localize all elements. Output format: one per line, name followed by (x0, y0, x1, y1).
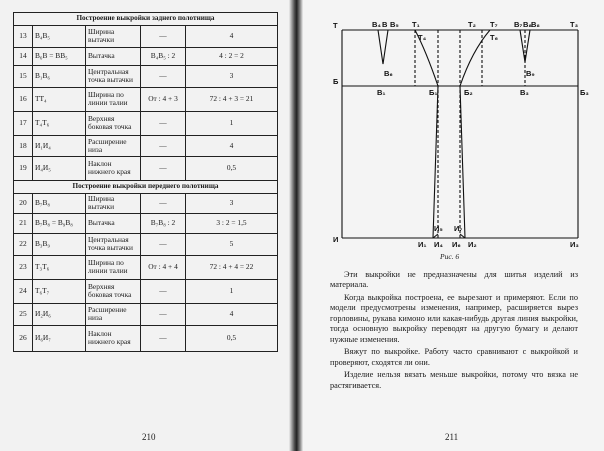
row-formula: От : 4 + 3 (141, 87, 186, 111)
row-name: Центральная точка вытачки (86, 233, 141, 255)
row-value: 1 (186, 279, 278, 303)
svg-text:В₈: В₈ (523, 20, 532, 29)
row-number: 13 (14, 25, 33, 47)
row-segment: И₁И₄ (33, 135, 86, 156)
row-value: 4 : 2 = 2 (186, 47, 278, 65)
row-formula: — (141, 193, 186, 213)
svg-text:В₉: В₉ (526, 69, 535, 78)
table-row (14, 111, 278, 135)
row-value: 0,5 (186, 156, 278, 180)
row-formula: — (141, 325, 186, 351)
svg-text:Б₁: Б₁ (429, 88, 438, 97)
svg-text:И: И (333, 235, 339, 244)
row-formula: — (141, 156, 186, 180)
paragraph: Изделие нельзя вязать меньше выкройки, потому что вязка не растягивается. (330, 370, 578, 390)
svg-text:В₃: В₃ (520, 88, 529, 97)
row-formula: В₇В₈ : 2 (141, 213, 186, 233)
row-name: Расширение низа (86, 135, 141, 156)
paragraph: Эти выкройки не предназначены для шитья изделий из материала. (330, 270, 578, 290)
table-row (14, 303, 278, 325)
svg-text:Т₃: Т₃ (570, 20, 579, 29)
row-value: 0,5 (186, 325, 278, 351)
table-row (14, 47, 278, 65)
row-formula: От : 4 + 4 (141, 255, 186, 279)
svg-text:В₆: В₆ (384, 69, 393, 78)
svg-text:Т: Т (333, 21, 338, 30)
back-side-seam (415, 30, 438, 238)
row-name: Верхняя боковая точка (86, 111, 141, 135)
row-value: 4 (186, 25, 278, 47)
row-number: 15 (14, 65, 33, 87)
svg-text:В: В (382, 20, 388, 29)
row-segment: В₆В = ВВ₅ (33, 47, 86, 65)
row-value: 4 (186, 303, 278, 325)
book-gutter (289, 0, 303, 451)
svg-text:И₆: И₆ (452, 240, 461, 249)
row-number: 22 (14, 233, 33, 255)
skirt-pattern-figure (330, 16, 592, 252)
table-section-header-back: Построение выкройки заднего полотнища (14, 13, 278, 26)
row-name: Наклон нижнего края (86, 156, 141, 180)
front-side-seam (460, 30, 490, 238)
row-segment: Т₄Т₆ (33, 111, 86, 135)
row-formula: — (141, 233, 186, 255)
page-number-right: 211 (445, 432, 459, 442)
row-number: 19 (14, 156, 33, 180)
row-formula: — (141, 25, 186, 47)
row-segment: И₆И₇ (33, 325, 86, 351)
table-row (14, 25, 278, 47)
measurements-table (13, 12, 278, 352)
row-value: 5 (186, 233, 278, 255)
row-number: 18 (14, 135, 33, 156)
table-row (14, 213, 278, 233)
table-row (14, 255, 278, 279)
row-value: 3 (186, 193, 278, 213)
row-segment: В₇В₈ (33, 193, 86, 213)
svg-text:И₅: И₅ (434, 224, 443, 233)
row-value: 4 (186, 135, 278, 156)
row-name: Ширина по линии талии (86, 87, 141, 111)
row-number: 26 (14, 325, 33, 351)
row-number: 16 (14, 87, 33, 111)
row-segment: В₃В₉ (33, 233, 86, 255)
table-row (14, 233, 278, 255)
svg-text:В₈: В₈ (531, 20, 540, 29)
back-dart (378, 30, 388, 64)
svg-text:Б₃: Б₃ (580, 88, 589, 97)
row-segment: И₄И₅ (33, 156, 86, 180)
svg-text:И₁: И₁ (418, 240, 427, 249)
row-value: 72 : 4 + 4 = 22 (186, 255, 278, 279)
row-number: 23 (14, 255, 33, 279)
svg-text:Т₄: Т₄ (418, 33, 427, 42)
svg-text:Т₇: Т₇ (490, 20, 498, 29)
svg-text:И₃: И₃ (570, 240, 579, 249)
row-segment: И₂И₆ (33, 303, 86, 325)
row-formula: — (141, 111, 186, 135)
row-number: 17 (14, 111, 33, 135)
svg-text:Б: Б (333, 77, 339, 86)
row-number: 24 (14, 279, 33, 303)
row-number: 14 (14, 47, 33, 65)
table-row (14, 325, 278, 351)
svg-text:В₅: В₅ (390, 20, 399, 29)
svg-text:В₇: В₇ (514, 20, 523, 29)
row-formula: В₄В₅ : 2 (141, 47, 186, 65)
paragraph: Когда выкройка построена, ее вырезают и примеряют. Если по модели предусмотрены изменения, например, расширяется вырез горловины, рукава кимоно или какая-нибудь другая линия выкройки, тогда основную выкройку переводят на другую бумагу и делают нужные изменения. (330, 292, 578, 344)
svg-text:Б₂: Б₂ (464, 88, 473, 97)
row-segment: Т₆Т₇ (33, 279, 86, 303)
row-value: 72 : 4 + 3 = 21 (186, 87, 278, 111)
row-name: Вытачка (86, 47, 141, 65)
row-name: Ширина вытачки (86, 193, 141, 213)
table-row (14, 279, 278, 303)
svg-text:В₄: В₄ (372, 20, 381, 29)
row-formula: — (141, 279, 186, 303)
svg-text:И₄: И₄ (434, 240, 443, 249)
paragraph: Вяжут по выкройке. Работу часто сравнивают с выкройкой и проверяют, сходятся ли они. (330, 347, 578, 367)
body-text (330, 270, 578, 393)
row-value: 1 (186, 111, 278, 135)
figure-caption: Рис. 6 (440, 252, 460, 261)
table-row (14, 156, 278, 180)
row-name: Центральная точка вытачки (86, 65, 141, 87)
svg-text:И₇: И₇ (454, 224, 463, 233)
row-segment: В₁В₆ (33, 65, 86, 87)
table-section-header-front: Построение выкройки переднего полотнища (14, 180, 278, 193)
svg-text:Т₁: Т₁ (412, 20, 420, 29)
row-name: Ширина вытачки (86, 25, 141, 47)
row-name: Ширина по линии талии (86, 255, 141, 279)
row-segment: Т₃Т₆ (33, 255, 86, 279)
row-segment: В₇В₈ = В₉В₈ (33, 213, 86, 233)
row-number: 21 (14, 213, 33, 233)
svg-text:И₂: И₂ (468, 240, 477, 249)
table-row (14, 65, 278, 87)
table-row (14, 87, 278, 111)
row-segment: В₄В₅ (33, 25, 86, 47)
row-formula: — (141, 303, 186, 325)
svg-text:В₁: В₁ (377, 88, 386, 97)
row-name: Верхняя боковая точка (86, 279, 141, 303)
table-row (14, 193, 278, 213)
row-segment: ТТ₄ (33, 87, 86, 111)
svg-text:Т₆: Т₆ (490, 33, 498, 42)
row-name: Расширение низа (86, 303, 141, 325)
row-value: 3 : 2 = 1,5 (186, 213, 278, 233)
svg-text:Т₂: Т₂ (468, 20, 476, 29)
row-formula: — (141, 65, 186, 87)
row-value: 3 (186, 65, 278, 87)
row-number: 25 (14, 303, 33, 325)
row-number: 20 (14, 193, 33, 213)
row-formula: — (141, 135, 186, 156)
table-row (14, 135, 278, 156)
row-name: Вытачка (86, 213, 141, 233)
row-name: Наклон нижнего края (86, 325, 141, 351)
page-number-left: 210 (142, 432, 156, 442)
